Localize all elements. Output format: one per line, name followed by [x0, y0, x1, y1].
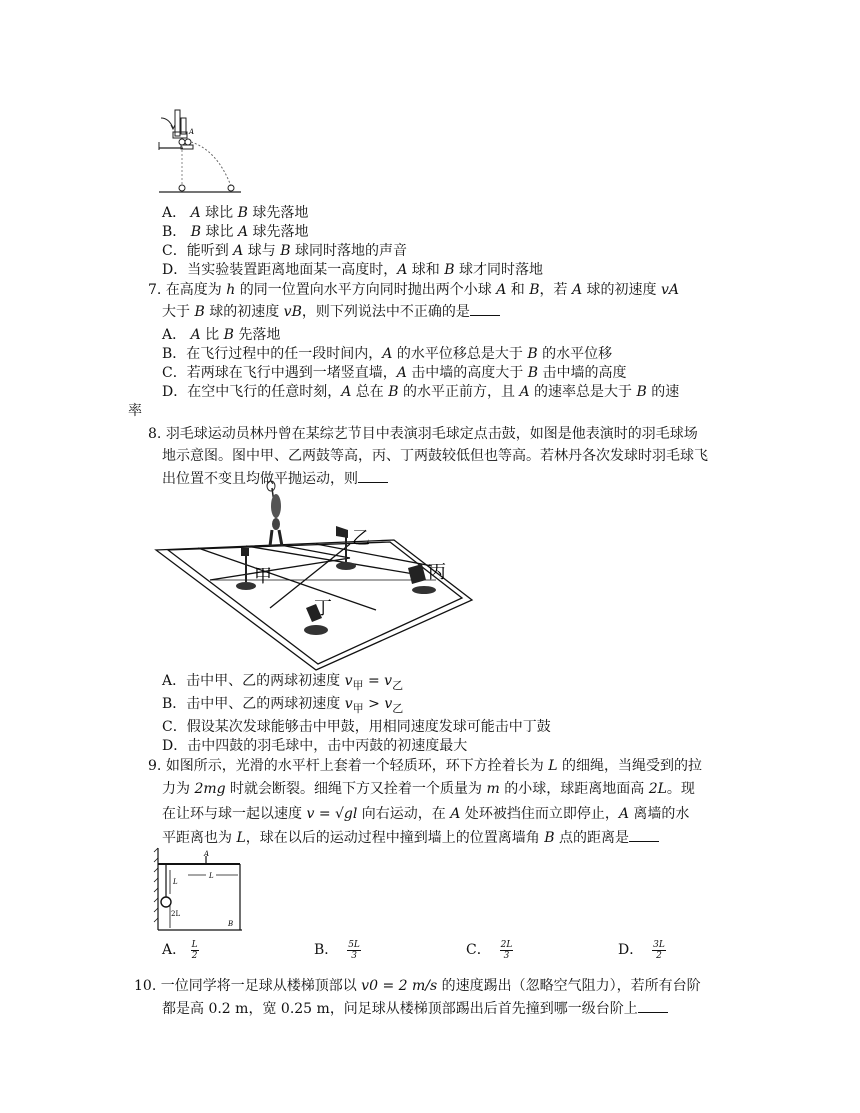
q7-line-1: 7. 在高度为 h 的同一位置向水平方向同时抛出两个小球 A 和 B，若 A 球的初速度 vA: [148, 282, 680, 298]
q8-line-1: 8. 羽毛球运动员林丹曾在某综艺节目中表演羽毛球定点击鼓，如图是他表演时的羽毛球场: [148, 426, 698, 442]
q9-wall-figure: [152, 846, 244, 932]
question-number: 8.: [148, 426, 162, 442]
q6-apparatus-figure: [155, 104, 245, 196]
q8-option-c[interactable]: C．假设某次发球能够击中甲鼓，用相同速度发球可能击中丁鼓: [162, 719, 551, 735]
q8-option-b[interactable]: B．击中甲、乙的两球初速度 $v_甲 > v_乙$: [162, 696, 404, 715]
badminton-court-figure: [150, 484, 480, 674]
q6-option-a[interactable]: A． A 球比 B 球先落地: [162, 205, 309, 221]
fig-label-b: B: [228, 920, 234, 928]
q8-line-2: 地示意图。图中甲、乙两鼓等高，丙、丁两鼓较低但也等高。若林丹各次发球时羽毛球飞: [162, 448, 708, 464]
q7-option-d-wrap: 率: [128, 403, 142, 419]
q9-option-c[interactable]: C． $\frac{2L}{3}$: [466, 939, 513, 961]
q8-line-3: 出位置不变且均做平抛运动，则: [162, 468, 388, 489]
q10-line-1: 10. 一位同学将一足球从楼梯顶部以 v0 = 2 m/s 的速度踢出（忽略空气阻力），若所有台阶: [134, 978, 701, 994]
q9-line-1: 9. 如图所示，光滑的水平杆上套着一个轻质环，环下方拴着长为 L 的细绳，当绳受到的拉: [148, 758, 703, 774]
fraction: $\frac{3L}{2}$: [653, 939, 665, 961]
option-key: C．: [162, 243, 187, 259]
q6-option-b[interactable]: B． B 球比 A 球先落地: [162, 224, 309, 240]
fraction: $\frac{5L}{3}$: [348, 939, 360, 961]
q10-line-2: 都是高 0.2 m，宽 0.25 m，问足球从楼梯顶部踢出后首先撞到哪一级台阶上: [162, 998, 668, 1019]
fig-label-a: A: [204, 850, 210, 858]
fraction: $\frac{2L}{3}$: [500, 939, 513, 961]
player-figure: [267, 481, 282, 546]
drum-ding-label: 丁: [314, 598, 332, 619]
question-number: 9.: [148, 758, 162, 774]
q8-option-a[interactable]: A．击中甲、乙的两球初速度 $v_甲 = v_乙$: [162, 673, 404, 692]
option-key: B．: [162, 224, 187, 240]
q9-line-4: 平距离也为 L，球在以后的运动过程中撞到墙上的位置离墙角 B 点的距离是: [162, 827, 659, 848]
q7-line-2: 大于 B 球的初速度 vB，则下列说法中不正确的是: [162, 301, 500, 322]
q6-option-d[interactable]: D．当实验装置距离地面某一高度时，A 球和 B 球才同时落地: [162, 262, 544, 278]
fig-label-l-horizontal: L: [209, 872, 214, 880]
q9-line-3: 在让环与球一起以速度 v = √gl 向右运动，在 A 处环被挡住而立即停止，A 离墙的水: [162, 806, 690, 822]
q7-option-c[interactable]: C．若两球在飞行中遇到一堵竖直墙，A 击中墙的高度大于 B 击中墙的高度: [162, 365, 627, 381]
answer-blank[interactable]: [470, 301, 500, 316]
question-number: 7.: [148, 282, 162, 298]
q7-option-b[interactable]: B．在飞行过程中的任一段时间内，A 的水平位移总是大于 B 的水平位移: [162, 346, 613, 362]
q9-line-2: 力为 2mg 时就会断裂。细绳下方又拴着一个质量为 m 的小球，球距离地面高 2L。现: [162, 781, 695, 797]
option-key: A．: [162, 205, 187, 221]
q7-option-a[interactable]: A． A 比 B 先落地: [162, 327, 281, 343]
q9-option-b[interactable]: B． $\frac{5L}{3}$: [314, 939, 360, 961]
option-key: D．: [162, 262, 188, 278]
fig-label-2l: 2L: [171, 910, 181, 918]
q9-option-a[interactable]: A． $\frac{L}{2}$: [162, 939, 198, 961]
drum-bing-label: 丙: [428, 562, 446, 583]
q9-option-d[interactable]: D． $\frac{3L}{2}$: [618, 939, 665, 961]
question-number: 10.: [134, 978, 157, 994]
q8-option-d[interactable]: D．击中四鼓的羽毛球中，击中丙鼓的初速度最大: [162, 738, 468, 754]
q7-option-d[interactable]: D．在空中飞行的任意时刻，A 总在 B 的水平正前方，且 A 的速率总是大于 B 的速: [162, 384, 680, 400]
drum-jia: [236, 548, 256, 590]
q6-option-c[interactable]: C．能听到 A 球与 B 球同时落地的声音: [162, 243, 407, 259]
fraction: $\frac{L}{2}$: [191, 939, 198, 961]
fig-label-a: A: [189, 128, 195, 136]
fig-label-l: L: [173, 878, 178, 886]
drum-yi-label: 乙: [352, 528, 370, 549]
answer-blank[interactable]: [629, 827, 659, 842]
answer-blank[interactable]: [358, 468, 388, 483]
drum-jia-label: 甲: [254, 566, 272, 587]
answer-blank[interactable]: [638, 998, 668, 1013]
